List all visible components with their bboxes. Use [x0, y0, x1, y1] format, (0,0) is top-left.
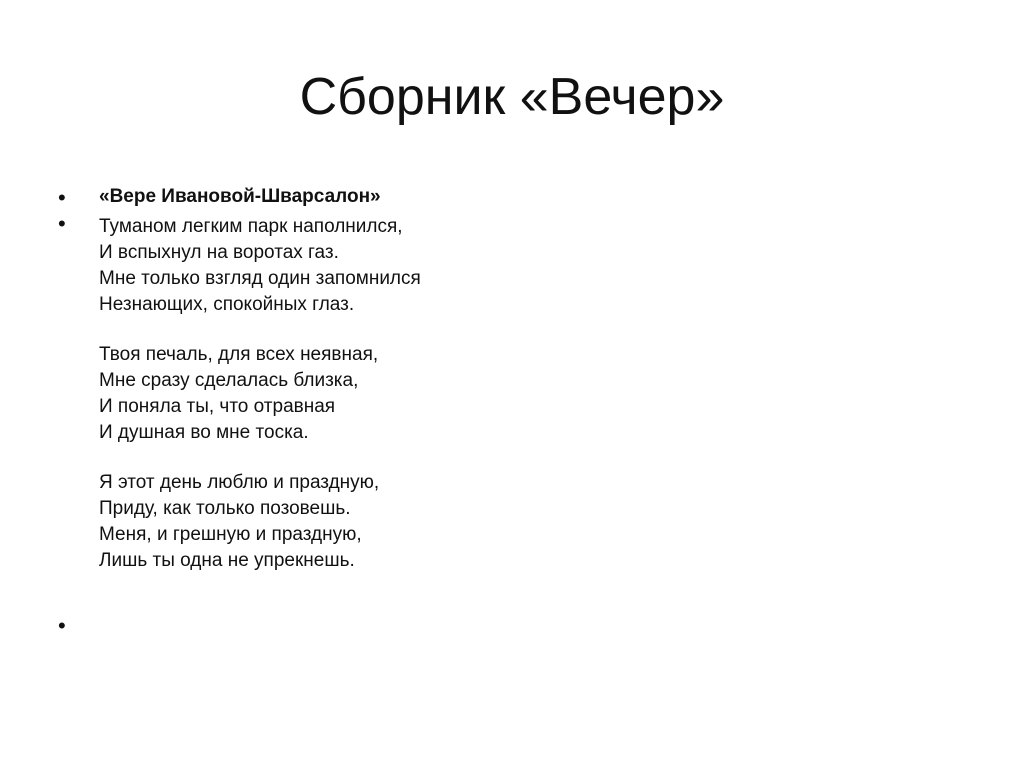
poem-text [99, 214, 421, 598]
poem-line: Твоя печаль, для всех неявная, [99, 344, 379, 365]
poem-line: И душная во мне тоска. [99, 422, 309, 443]
stanza-1 [99, 214, 421, 318]
poem-line: Мне сразу сделалась близка, [99, 370, 359, 391]
bullet-marker: • [58, 613, 66, 638]
poem-line: Меня, и грешную и праздную, [99, 524, 362, 545]
poem-line: Незнающих, спокойных глаз. [99, 294, 355, 315]
poem-line: И вспыхнул на воротах газ. [99, 242, 339, 263]
poem-title: «Вере Ивановой-Шварсалон» [99, 186, 381, 207]
bullet-marker: • [58, 185, 66, 210]
bullet-marker: • [58, 211, 66, 236]
poem-line: И поняла ты, что отравная [99, 396, 336, 417]
slide-title: Сборник «Вечер» [299, 68, 725, 126]
poem-line: Мне только взгляд один запомнился [99, 268, 421, 289]
poem-line: Приду, как только позовешь. [99, 498, 351, 519]
stanza-2 [99, 342, 421, 446]
poem-line: Лишь ты одна не упрекнешь. [99, 550, 355, 571]
poem-line: Туманом легким парк наполнился, [99, 216, 403, 237]
stanza-3 [99, 470, 421, 574]
poem-line: Я этот день люблю и праздную, [99, 472, 380, 493]
